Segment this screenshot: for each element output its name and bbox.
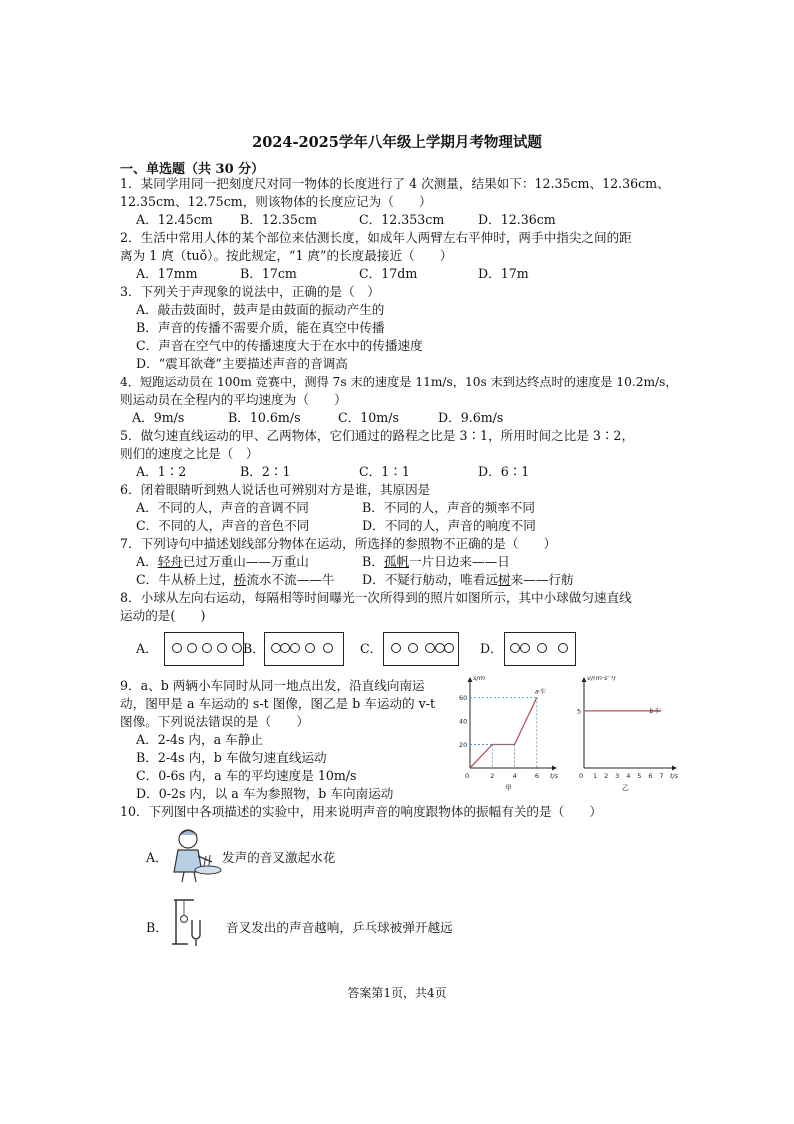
x-tick-label: 6 — [648, 772, 653, 780]
q8-option-d-figure — [504, 632, 576, 666]
q7-option-c: C．牛从桥上过，桥流水不流——牛 — [136, 572, 335, 587]
tuning-fork-ball-illustration — [170, 896, 210, 948]
x-axis-label: t/s — [670, 772, 679, 780]
q4-option-b: B．10.6m/s — [228, 410, 301, 425]
origin-label: 0 — [579, 772, 584, 780]
ball — [510, 643, 520, 653]
ball — [520, 643, 530, 653]
q1-stem-line1: 1．某同学用同一把刻度尺对同一物体的长度进行了 4 次测量，结果如下：12.35cm、12.36cm、 — [120, 176, 670, 191]
series-label: a车 — [534, 687, 546, 696]
ball — [187, 643, 197, 653]
q4-stem-line2: 则运动员在全程内的平均速度为（ ） — [120, 392, 347, 407]
x-axis-arrow — [552, 766, 557, 771]
page-footer: 答案第1页，共4页 — [347, 986, 447, 1000]
q7-option-b: B．孤帆一片日边来——日 — [362, 554, 510, 569]
y-tick-label: 40 — [459, 717, 468, 726]
ball — [537, 643, 547, 653]
q8-option-b-label: B． — [243, 641, 265, 656]
q6-option-d: D．不同的人，声音的响度不同 — [362, 518, 536, 533]
q8-option-c-label: C． — [360, 641, 383, 656]
y-tick-label: 20 — [459, 740, 468, 749]
origin-label: 0 — [465, 772, 470, 780]
q2-option-b: B．17cm — [240, 266, 297, 281]
x-tick-label: 4 — [626, 772, 631, 780]
q4-option-c: C．10m/s — [338, 410, 399, 425]
q10-option-a-text: 发声的音叉激起水花 — [222, 850, 336, 865]
q1-option-b: B．12.35cm — [240, 212, 317, 227]
ball — [408, 643, 418, 653]
x-tick-label: 2 — [490, 772, 495, 780]
ball — [172, 643, 182, 653]
ball — [323, 643, 333, 653]
series-label: b车 — [649, 706, 661, 715]
q3-stem: 3．下列关于声现象的说法中，正确的是（ ） — [120, 284, 380, 299]
q5-stem-line2: 则们的速度之比是（ ） — [120, 446, 259, 461]
q9-option-a: A．2-4s 内，a 车静止 — [136, 732, 263, 747]
ball — [232, 643, 242, 653]
q8-option-d-label: D． — [480, 641, 503, 656]
q9-graph-yi — [572, 676, 694, 798]
q10-option-b-text: 音叉发出的声音越响，乒乓球被弹开越远 — [226, 920, 453, 935]
section-heading: 一、单选题（共 30 分） — [120, 162, 265, 177]
q5-option-b: B．2∶1 — [240, 464, 291, 479]
q5-option-d: D．6∶1 — [478, 464, 530, 479]
x-tick-label: 4 — [512, 772, 517, 780]
q1-option-a: A．12.45cm — [136, 212, 213, 227]
q7-a-underlined: 轻舟 — [157, 554, 183, 569]
ball — [305, 643, 315, 653]
x-tick-label: 6 — [534, 772, 539, 780]
ball — [280, 643, 290, 653]
y-axis-label: s/m — [473, 676, 485, 682]
q7-option-d: D．不疑行舫动，唯看远树来——行舫 — [362, 572, 574, 587]
ball — [202, 643, 212, 653]
ball — [425, 643, 435, 653]
ball — [558, 643, 568, 653]
q1-stem-line2: 12.35cm、12.75cm，则该物体的长度应记为（ ） — [120, 194, 432, 209]
tuning-fork-water-illustration — [164, 826, 224, 884]
q2-option-a: A．17mm — [136, 266, 198, 281]
q8-stem-line1: 8．小球从左向右运动，每隔相等时间曝光一次所得到的照片如图所示，其中小球做匀速直线 — [120, 590, 632, 605]
q3-option-c: C．声音在空气中的传播速度大于在水中的传播速度 — [136, 338, 423, 353]
q9-option-c: C．0-6s 内，a 车的平均速度是 10m/s — [136, 768, 357, 783]
ball — [391, 643, 401, 653]
x-tick-label: 7 — [659, 772, 664, 780]
q5-option-c: C．1∶1 — [359, 464, 410, 479]
page-title: 2024-2025学年八年级上学期月考物理试题 — [252, 134, 542, 151]
q9-stem-line3: 图像。下列说法错误的是（ ） — [120, 714, 309, 729]
x-axis-label: t/s — [550, 772, 559, 780]
q5-stem-line1: 5．做匀速直线运动的甲、乙两物体，它们通过的路程之比是 3∶1，所用时间之比是 3∶2， — [120, 428, 635, 443]
x-tick-label: 2 — [604, 772, 609, 780]
q8-option-a-label: A． — [136, 641, 158, 656]
q7-b-underlined: 孤帆 — [383, 554, 410, 569]
q3-option-b: B．声音的传播不需要介质，能在真空中传播 — [136, 320, 385, 335]
q2-stem-line2: 离为 1 庹（tuǒ）。按此规定，“1 庹”的长度最接近（ ） — [120, 248, 453, 263]
x-tick-label: 3 — [615, 772, 620, 780]
graph-caption: 甲 — [505, 784, 512, 792]
q7-d-underlined: 树 — [498, 572, 511, 587]
y-axis-arrow — [468, 677, 473, 682]
y-tick-label: 60 — [459, 693, 468, 702]
x-tick-label: 1 — [593, 772, 598, 780]
ball — [444, 643, 454, 653]
q6-stem: 6．闭着眼睛听到熟人说话也可辨别对方是谁，其原因是 — [120, 482, 431, 497]
q2-option-c: C．17dm — [359, 266, 418, 281]
series-line — [470, 697, 537, 768]
q10-option-a-label: A． — [146, 850, 168, 865]
q8-stem-line2: 运动的是( ) — [120, 608, 206, 623]
q9-graph-jia — [450, 676, 570, 798]
q6-option-a: A．不同的人，声音的音调不同 — [136, 500, 309, 515]
q1-option-d: D．12.36cm — [478, 212, 556, 227]
q8-option-a-figure — [164, 632, 244, 666]
y-axis-label: v/(m·s⁻¹) — [587, 676, 616, 682]
ball — [290, 643, 300, 653]
graph-caption: 乙 — [622, 784, 629, 792]
q2-option-d: D．17m — [478, 266, 529, 281]
x-axis-arrow — [672, 766, 677, 771]
q3-option-a: A．敲击鼓面时，鼓声是由鼓面的振动产生的 — [136, 302, 385, 317]
q10-option-b-label: B． — [146, 920, 168, 935]
q6-option-c: C．不同的人，声音的音色不同 — [136, 518, 310, 533]
q6-option-b: B．不同的人，声音的频率不同 — [362, 500, 535, 515]
q10-stem: 10．下列图中各项描述的实验中，用来说明声音的响度跟物体的振幅有关的是（ ） — [120, 804, 602, 819]
q9-stem-line2: 动，图甲是 a 车运动的 s-t 图像，图乙是 b 车运动的 v-t — [120, 696, 436, 711]
q9-stem-line1: 9．a、b 两辆小车同时从同一地点出发，沿直线向南运 — [120, 678, 425, 693]
q2-stem-line1: 2．生活中常用人体的某个部位来估测长度，如成年人两臂左右平伸时，两手中指尖之间的距 — [120, 230, 632, 245]
q9-option-d: D．0-2s 内，以 a 车为参照物，b 车向南运动 — [136, 786, 394, 801]
q8-option-c-figure — [383, 632, 459, 666]
q8-option-b-figure — [264, 632, 344, 666]
q5-option-a: A．1∶2 — [136, 464, 187, 479]
q9-option-b: B．2-4s 内，b 车做匀速直线运动 — [136, 750, 327, 765]
y-tick-label: 5 — [577, 707, 582, 716]
q7-stem: 7．下列诗句中描述划线部分物体在运动，所选择的参照物不正确的是（ ） — [120, 536, 557, 551]
q3-option-d: D．“震耳欲聋”主要描述声音的音调高 — [136, 356, 348, 371]
ball — [217, 643, 227, 653]
y-axis-arrow — [582, 677, 587, 682]
q1-option-c: C．12.353cm — [359, 212, 445, 227]
q7-option-a: A．轻舟已过万重山——万重山 — [136, 554, 309, 569]
q4-stem-line1: 4．短跑运动员在 100m 竞赛中，测得 7s 末的速度是 11m/s，10s 末到达终点时的速度是 10.2m/s， — [120, 375, 678, 389]
q7-c-underlined: 桥 — [233, 572, 247, 587]
q4-option-a: A．9m/s — [132, 410, 185, 425]
q4-option-d: D．9.6m/s — [438, 410, 504, 425]
x-tick-label: 5 — [637, 772, 642, 780]
